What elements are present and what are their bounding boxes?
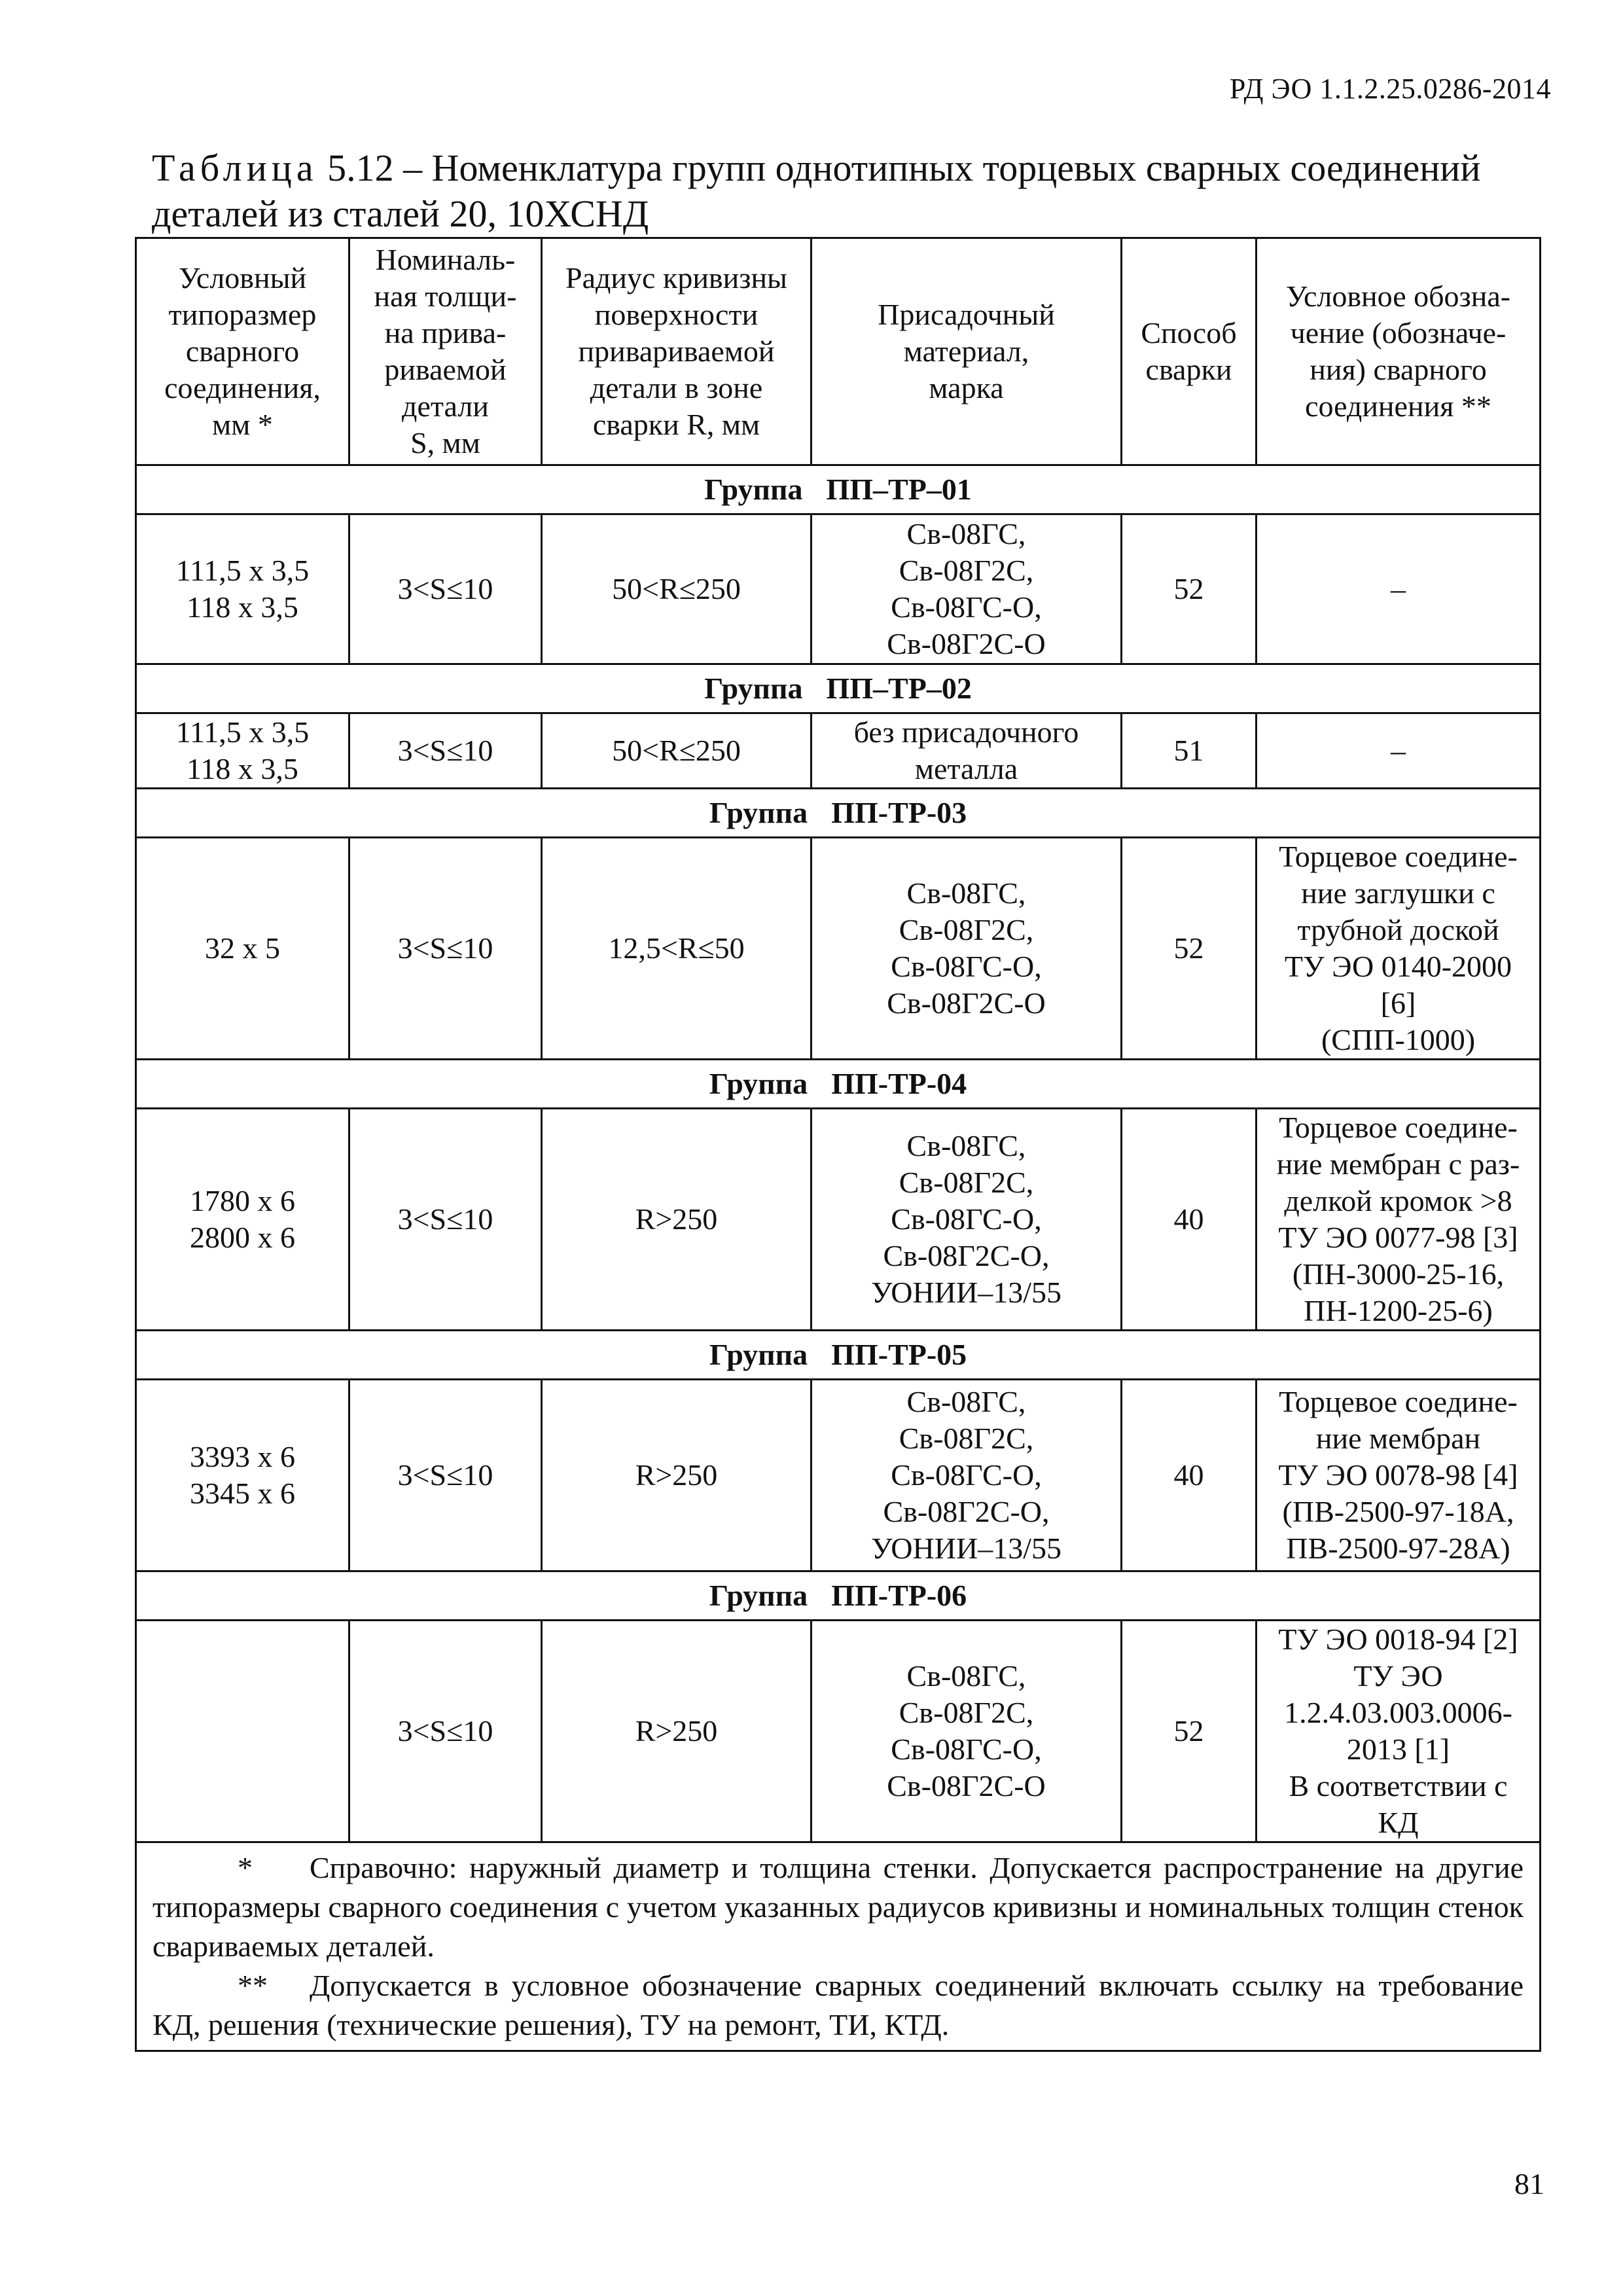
header-thickness: Номиналь- ная толщи- на прива- риваемой детали S, мм [349, 238, 542, 465]
document-code: РД ЭО 1.1.2.25.0286-2014 [1229, 73, 1551, 105]
group-row: Группа ПП-ТР-04 [136, 1060, 1541, 1109]
header-designation: Условное обозна- чение (обозначе- ния) сварного соединения ** [1257, 238, 1541, 465]
page-number: 81 [1514, 2167, 1544, 2200]
table-row: 3393 х 6 3345 х 6 3<S≤10 R>250 Св-08ГС, Св-08Г2С, Св-08ГС-О, Св-08Г2С-О, УОНИИ–13/55 40 Торцевое соедине- ние мембран ТУ ЭО 0078-98 [4] (ПВ-2500-97-18А, ПВ-2500-97-28А) [136, 1380, 1541, 1571]
group-row: Группа ПП-ТР-05 [136, 1331, 1541, 1380]
group-row: Группа ПП–ТР–02 [136, 664, 1541, 713]
group-row: Группа ПП-ТР-03 [136, 789, 1541, 838]
footnote-1: * Справочно: наружный диаметр и толщина стенки. Допускается распространение на другие типоразмеры сварного соединения с учетом указанных радиусов кривизны и номинальных толщин стенок свариваемых деталей. [152, 1851, 1524, 1963]
header-filler: Присадочный материал, марка [812, 238, 1122, 465]
table-row: 1780 х 6 2800 х 6 3<S≤10 R>250 Св-08ГС, Св-08Г2С, Св-08ГС-О, Св-08Г2С-О, УОНИИ–13/55 40 Торцевое соедине- ние мембран с раз- делкой кромок >8 ТУ ЭО 0077-98 [3] (ПН-3000-25-16, ПН-1200-25-6) [136, 1109, 1541, 1331]
group-row: Группа ПП–ТР–01 [136, 465, 1541, 514]
nomenclature-table [135, 237, 1541, 2052]
table-row: 111,5 х 3,5 118 х 3,5 3<S≤10 50<R≤250 Св-08ГС, Св-08Г2С, Св-08ГС-О, Св-08Г2С-О 52 – [136, 514, 1541, 664]
table-header-row [136, 238, 1541, 465]
table-row: 32 х 5 3<S≤10 12,5<R≤50 Св-08ГС, Св-08Г2С, Св-08ГС-О, Св-08Г2С-О 52 Торцевое соедине- ние заглушки с трубной доской ТУ ЭО 0140-2000 [6] (СПП-1000) [136, 838, 1541, 1060]
table-row: 111,5 х 3,5 118 х 3,5 3<S≤10 50<R≤250 без присадочного металла 51 – [136, 713, 1541, 789]
footnotes-row [136, 1842, 1541, 2051]
header-radius: Радиус кривизны поверхности привариваемой детали в зоне сварки R, мм [542, 238, 812, 465]
group-row: Группа ПП-ТР-06 [136, 1571, 1541, 1621]
footnote-2: ** Допускается в условное обозначение сварных соединений включать ссылку на требование КД, решения (технические решения), ТУ на ремонт, ТИ, КТД. [152, 1969, 1524, 2041]
caption-text: 5.12 – Номенклатура групп однотипных торцевых сварных соединений деталей из сталей 20, 10ХСНД [152, 147, 1481, 235]
table-caption [152, 145, 1539, 237]
footnotes [136, 1842, 1541, 2051]
header-size: Условный типоразмер сварного соединения, мм * [136, 238, 349, 465]
header-method: Способ сварки [1122, 238, 1257, 465]
caption-label: Таблица [152, 147, 318, 189]
table-row: 3<S≤10 R>250 Св-08ГС, Св-08Г2С, Св-08ГС-О, Св-08Г2С-О 52 ТУ ЭО 0018-94 [2] ТУ ЭО 1.2.4.03.003.0006- 2013 [1] В соответствии с КД [136, 1621, 1541, 1842]
